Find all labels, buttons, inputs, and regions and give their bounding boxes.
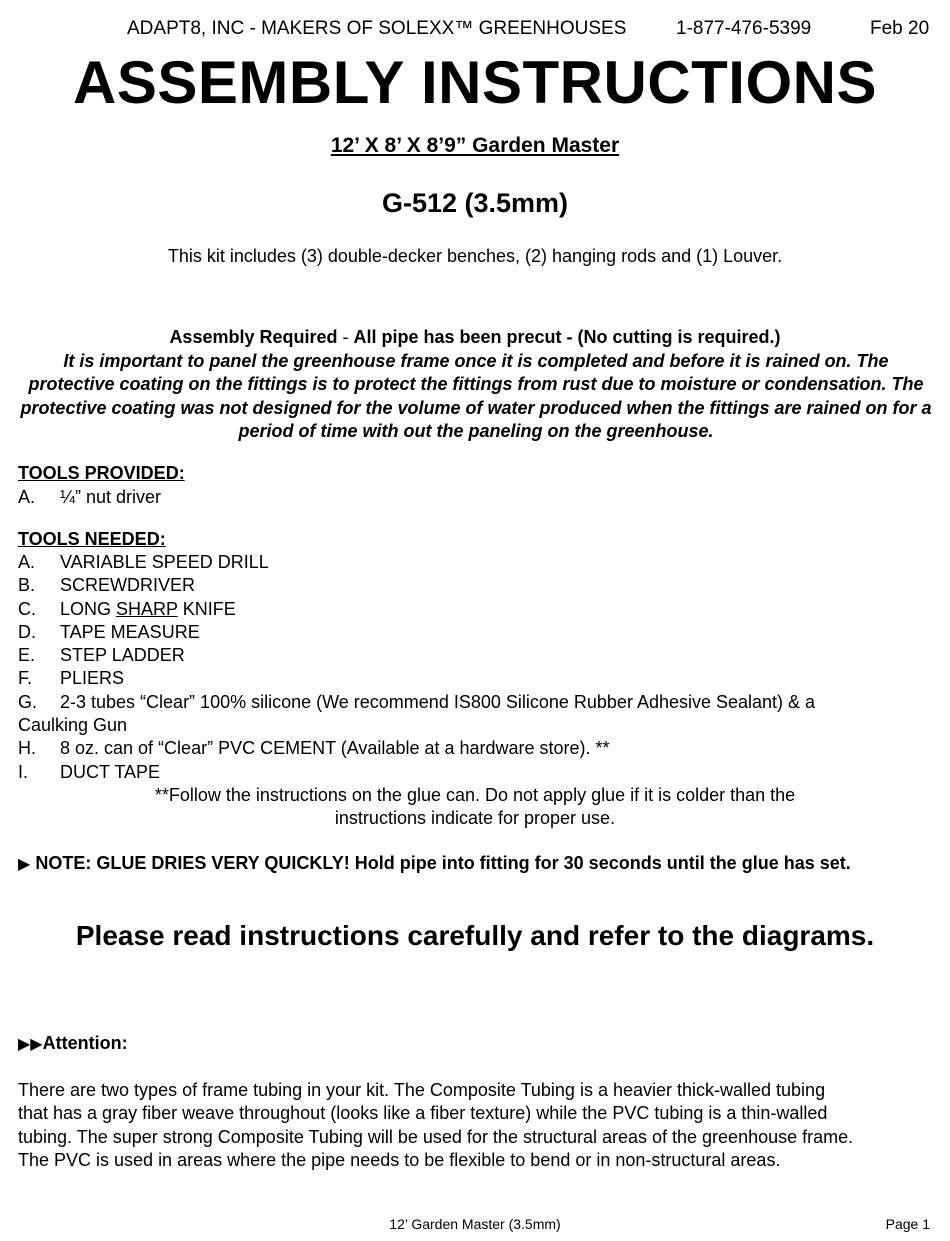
tools-needed-title: TOOLS NEEDED: — [18, 529, 166, 549]
list-item — [18, 737, 815, 760]
attention-label: Attention: — [42, 1033, 128, 1053]
item-letter: C. — [18, 598, 36, 619]
item-text: 2-3 tubes “Clear” 100% silicone (We recommend IS800 Silicone Rubber Adhesive Sealant) & a — [60, 691, 816, 712]
item-text: TAPE MEASURE — [60, 621, 200, 642]
list-item — [18, 486, 161, 509]
page-header — [0, 18, 950, 44]
glue-note-line: instructions indicate for proper use. — [334, 808, 616, 829]
note-text: NOTE: GLUE DRIES VERY QUICKLY! Hold pipe into fitting for 30 seconds until the glue has set. — [35, 853, 851, 873]
assembly-dash: - — [337, 327, 354, 347]
item-letter: F. — [18, 668, 33, 689]
item-letter: H. — [18, 738, 36, 759]
tubing-paragraph — [18, 1079, 943, 1172]
item-text: SCREWDRIVER — [60, 575, 196, 596]
tools-needed-list — [18, 551, 815, 784]
paragraph-line: There are two types of frame tubing in your kit. The Composite Tubing is a heavier thick-walled tubing — [18, 1080, 826, 1100]
item-text: DUCT TAPE — [60, 761, 161, 782]
item-letter: D. — [18, 621, 36, 642]
item-letter: I. — [18, 761, 29, 782]
company-name: ADAPT8, INC - MAKERS OF SOLEXX™ GREENHOUSES — [127, 18, 627, 39]
paragraph-line: tubing. The super strong Composite Tubing will be used for the structural areas of the greenhouse frame. — [18, 1126, 854, 1147]
attention-heading — [18, 1033, 128, 1054]
assembly-text: All pipe has been precut - (No cutting is required.) — [353, 327, 781, 347]
item-text-underlined: SHARP — [116, 598, 178, 619]
item-letter: A. — [18, 552, 36, 572]
list-item — [18, 761, 815, 784]
item-text: STEP LADDER — [60, 645, 185, 666]
list-item — [18, 691, 815, 714]
list-item — [18, 598, 815, 621]
item-text-post: KNIFE — [177, 598, 236, 619]
item-letter: B. — [18, 575, 36, 596]
list-item — [18, 551, 815, 574]
list-item-continuation: Caulking Gun — [18, 715, 128, 736]
item-letter: G. — [18, 691, 38, 712]
glue-warning-note — [18, 853, 851, 874]
list-item — [18, 644, 815, 667]
tools-provided-title: TOOLS PROVIDED: — [18, 463, 185, 483]
list-item — [18, 621, 815, 644]
model-number: G-512 (3.5mm) — [381, 188, 569, 218]
product-subtitle — [0, 134, 950, 158]
item-text: PLIERS — [60, 668, 125, 689]
tools-provided-list — [18, 486, 161, 509]
list-item — [18, 667, 815, 690]
paragraph-line: that has a gray fiber weave throughout (looks like a fiber texture) while the PVC tubing is a thin-walled — [18, 1103, 828, 1124]
item-letter: A. — [18, 487, 36, 507]
item-text: ¼” nut driver — [60, 487, 162, 507]
item-text-pre: LONG — [60, 598, 117, 619]
kit-contents: This kit includes (3) double-decker benches, (2) hanging rods and (1) Louver. — [167, 246, 783, 266]
list-item — [18, 574, 815, 597]
triangle-bullet-icon: ▶ — [18, 856, 31, 873]
item-letter: E. — [18, 645, 36, 666]
document-date: Feb 20 — [870, 18, 930, 39]
page-number: Page 1 — [885, 1216, 930, 1232]
item-text: VARIABLE SPEED DRILL — [60, 552, 269, 572]
glue-note — [0, 784, 950, 831]
assembly-required — [0, 327, 950, 348]
page-title: ASSEMBLY INSTRUCTIONS — [73, 49, 877, 116]
double-triangle-bullet-icon: ▶▶ — [18, 1036, 43, 1053]
footer-title: 12’ Garden Master (3.5mm) — [389, 1216, 561, 1232]
assembly-label: Assembly Required — [169, 327, 338, 347]
panel-warning: It is important to panel the greenhouse frame once it is completed and before it is rained on. The protective coating on the fittings is to protect the fittings from rust due to moisture or condensation. The protective coating was not designed for the volume of water produced when the fittings are rained on for a period of time with out the paneling on the greenhouse. — [20, 351, 932, 441]
read-instructions-heading: Please read instructions carefully and refer to the diagrams. — [75, 920, 875, 951]
product-name: 12’ X 8’ X 8’9” Garden Master — [330, 134, 620, 157]
glue-note-line: **Follow the instructions on the glue can. Do not apply glue if it is colder than the — [154, 785, 796, 805]
item-text: 8 oz. can of “Clear” PVC CEMENT (Available at a hardware store). ** — [60, 738, 610, 759]
paragraph-line: The PVC is used in areas where the pipe needs to be flexible to bend or in non-structural areas. — [18, 1149, 781, 1170]
phone-number: 1-877-476-5399 — [676, 18, 812, 39]
